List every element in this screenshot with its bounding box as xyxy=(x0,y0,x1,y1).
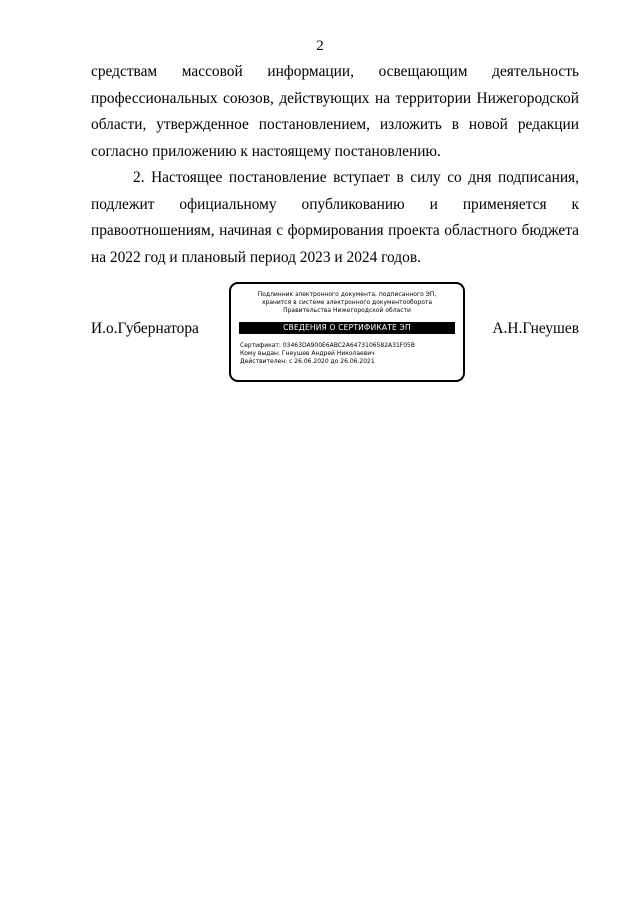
valid-value: с 26.06.2020 до 26.06.2021 xyxy=(289,358,375,365)
issued-label: Кому выдан: xyxy=(240,350,280,357)
stamp-header-line: хранится в системе электронного документооборота xyxy=(261,299,433,306)
valid-label: Действителен: xyxy=(240,358,288,365)
signatory-title: И.о.Губернатора xyxy=(91,320,199,337)
signatory-name: А.Н.Гнеушев xyxy=(492,320,579,337)
cert-label: Сертификат: xyxy=(240,342,281,349)
paragraph-2: 2. Настоящее постановление вступает в силу со дня подписания, подлежит официальному опубликованию и применяется к правоотношениям, начиная с формирования проекта областного бюджета на 2022 год и плановый период 2023 и 2024 годов. xyxy=(91,169,579,266)
stamp-issued-row xyxy=(240,350,463,358)
cert-value: 03463DA900E6ABC2A6473106582A31F05B xyxy=(282,342,415,349)
stamp-valid-row xyxy=(240,358,463,366)
stamp-header xyxy=(231,291,463,315)
stamp-header-line: Правительства Нижегородской области xyxy=(283,307,411,314)
electronic-signature-stamp xyxy=(229,282,465,382)
stamp-cert-row xyxy=(240,342,463,350)
page-number: 2 xyxy=(316,38,324,54)
stamp-header-line: Подлинник электронного документа, подписанного ЭП, xyxy=(257,291,437,298)
document-body xyxy=(91,59,579,271)
issued-value: Гнеушев Андрей Николаевич xyxy=(281,350,375,357)
stamp-certificate-banner: СВЕДЕНИЯ О СЕРТИФИКАТЕ ЭП xyxy=(239,322,455,334)
signature-block xyxy=(0,282,640,386)
paragraph-continuation: средствам массовой информации, освещающим деятельность профессиональных союзов, действующих на территории Нижегородской области, утвержденное постановлением, изложить в новой редакции согласно приложению к настоящему постановлению. xyxy=(91,63,579,160)
stamp-details xyxy=(240,342,463,366)
